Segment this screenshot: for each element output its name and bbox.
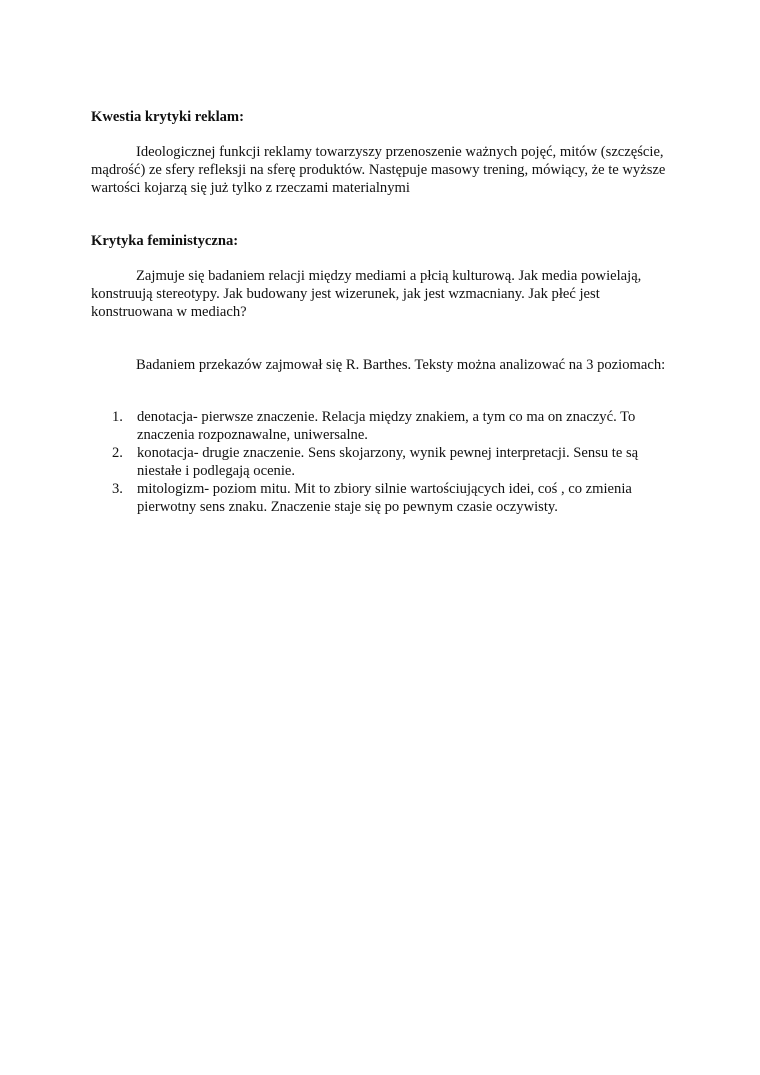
list-item-text: denotacja- pierwsze znaczenie. Relacja między znakiem, a tym co ma on znaczyć. To znaczenia rozpoznawalne, uniwersalne.	[137, 409, 636, 443]
list-item-text: konotacja- drugie znaczenie. Sens skojarzony, wynik pewnej interpretacji. Sensu te są niestałe i podlegają ocenie.	[137, 445, 639, 479]
list-item	[91, 408, 681, 444]
list-item	[91, 444, 681, 480]
section-heading-ad-critique: Kwestia krytyki reklam:	[91, 109, 244, 125]
section-paragraph-barthes: Badaniem przekazów zajmował się R. Barthes. Teksty można analizować na 3 poziomach:	[136, 357, 666, 373]
list-item-number: 3.	[112, 481, 123, 497]
analysis-levels-list	[91, 408, 681, 516]
list-item-text: mitologizm- poziom mitu. Mit to zbiory silnie wartościujących idei, coś , co zmienia pierwotny sens znaku. Znaczenie staje się po pewnym czasie oczywisty.	[137, 481, 632, 515]
section-paragraph-ad-critique: Ideologicznej funkcji reklamy towarzyszy przenoszenie ważnych pojęć, mitów (szczęście, mądrość) ze sfery refleksji na sferę produktów. Następuje masowy trening, mówiący, że te wyższe wartości kojarzą się już tylko z rzeczami materialnymi	[91, 144, 666, 196]
list-item-number: 2.	[112, 445, 123, 461]
list-item	[91, 480, 681, 516]
section-paragraph-feminist-critique: Zajmuje się badaniem relacji między mediami a płcią kulturową. Jak media powielają, konstruują stereotypy. Jak budowany jest wizerunek, jak jest wzmacniany. Jak płeć jest konstruowana w mediach?	[91, 268, 642, 320]
list-item-number: 1.	[112, 409, 123, 425]
section-heading-feminist-critique: Krytyka feministyczna:	[91, 233, 239, 249]
